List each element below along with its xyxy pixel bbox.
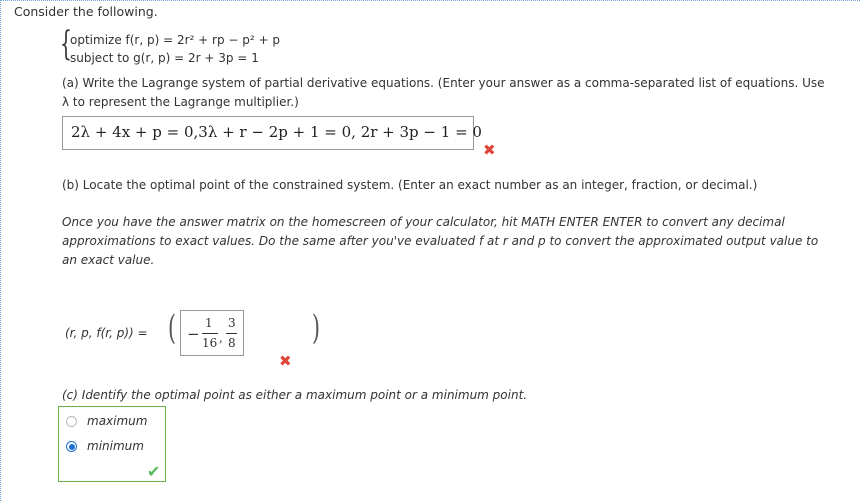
fraction1-numerator: 1 [205,316,213,330]
part-b-prompt: (b) Locate the optimal point of the constrained system. (Enter an exact number as an integer, fraction, or decimal.) [62,178,758,192]
fraction2-denominator: 8 [228,336,236,350]
optimal-point-input[interactable] [180,310,244,356]
right-paren: ) [312,308,320,348]
minimum-label: minimum [87,439,144,453]
part-c-prompt: (c) Identify the optimal point as either a maximum point or a minimum point. [62,388,528,402]
part-a-prompt-line2: λ to represent the Lagrange multiplier.) [62,95,299,109]
extremum-choice-group [58,406,166,482]
part-b-incorrect-icon: ✖ [279,352,292,370]
option-maximum[interactable] [66,414,161,430]
fraction2-bar [226,333,237,334]
fraction1-denominator: 16 [202,336,218,350]
part-b-hint-line2: approximations to exact values. Do the same after you've evaluated f at r and p to convert the approximated output value to [62,234,819,248]
minus-sign: − [187,325,200,343]
fraction-comma: , [219,331,223,345]
left-paren: ( [168,308,176,348]
option-minimum[interactable] [66,439,161,455]
part-c-correct-icon: ✔ [147,462,161,481]
fraction1-bar [202,333,218,334]
part-a-prompt-line1: (a) Write the Lagrange system of partial derivative equations. (Enter your answer as a comma-separated list of equations. Use [62,76,825,90]
maximum-radio[interactable] [66,416,77,427]
minimum-radio[interactable] [66,441,77,452]
maximum-label: maximum [87,414,148,428]
optimize-line: optimize f(r, p) = 2r² + rp − p² + p [70,33,280,47]
optimal-point-label: (r, p, f(r, p)) = [65,326,148,340]
fraction2-numerator: 3 [228,316,236,330]
lagrange-system-input[interactable]: 2λ + 4x + p = 0,3λ + r − 2p + 1 = 0, 2r + 3p − 1 = 0 [62,116,474,150]
part-a-incorrect-icon: ✖ [483,141,496,159]
subject-line: subject to g(r, p) = 2r + 3p = 1 [70,51,259,65]
part-b-hint-line1: Once you have the answer matrix on the homescreen of your calculator, hit MATH ENTER ENTER to convert any decimal [62,215,785,229]
system-brace: { [60,24,72,64]
question-title: Consider the following. [14,4,158,19]
part-b-hint-line3: an exact value. [62,253,155,267]
